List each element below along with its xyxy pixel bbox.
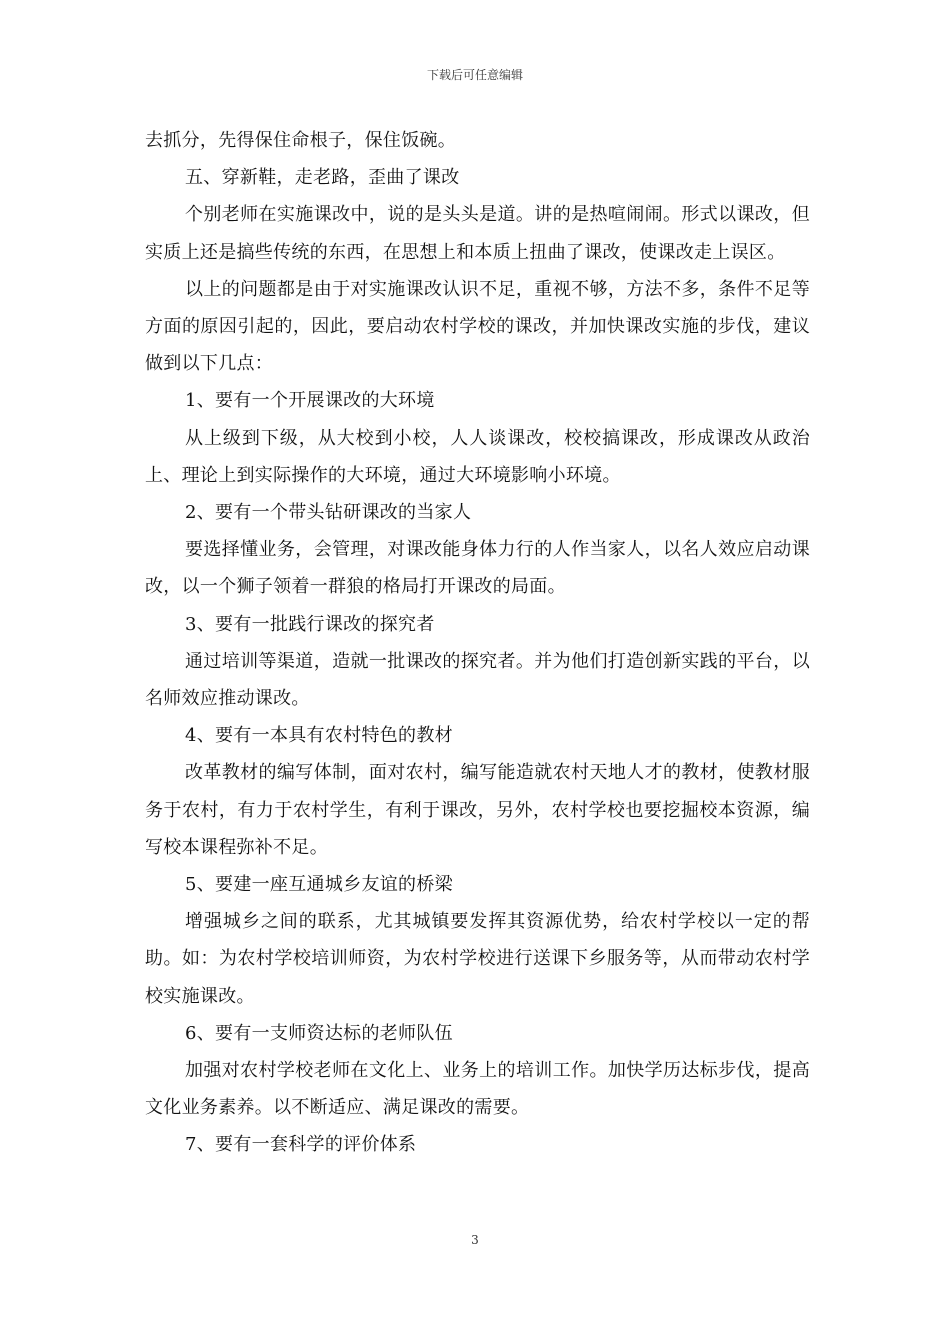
list-item-heading: 7、要有一套科学的评价体系	[185, 1134, 417, 1156]
list-item-heading: 2、要有一个带头钻研课改的当家人	[185, 502, 472, 524]
list-item-heading: 1、要有一个开展课改的大环境	[185, 390, 435, 412]
paragraph: 增强城乡之间的联系，尤其城镇要发挥其资源优势，给农村学校以一定的帮助。如：为农村学校培训师资，为农村学校进行送课下乡服务等，从而带动农村学校实施课改。	[145, 911, 810, 1007]
paragraph: 以上的问题都是由于对实施课改认识不足，重视不够，方法不多，条件不足等方面的原因引起的，因此，要启动农村学校的课改，并加快课改实施的步伐，建议做到以下几点：	[145, 278, 810, 375]
list-item-heading: 6、要有一支师资达标的老师队伍	[185, 1022, 453, 1044]
list-item-heading: 3、要有一批践行课改的探究者	[185, 613, 435, 635]
paragraph: 改革教材的编写体制，面对农村，编写能造就农村天地人才的教材，使教材服务于农村，有力于农村学生，有利于课改，另外，农村学校也要挖掘校本资源，编写校本课程弥补不足。	[145, 762, 810, 858]
paragraph: 从上级到下级，从大校到小校，人人谈课改，校校搞课改，形成课改从政治上、理论上到实际操作的大环境，通过大环境影响小环境。	[145, 427, 810, 486]
page-number: 3	[471, 1233, 479, 1247]
document-body	[145, 122, 810, 1164]
paragraph: 去抓分，先得保住命根子，保住饭碗。	[145, 130, 457, 151]
section-heading: 五、穿新鞋，走老路，歪曲了课改	[185, 167, 460, 189]
paragraph: 加强对农村学校老师在文化上、业务上的培训工作。加快学历达标步伐，提高文化业务素养。以不断适应、满足课改的需要。	[145, 1060, 810, 1119]
paragraph: 要选择懂业务，会管理，对课改能身体力行的人作当家人，以名人效应启动课改，以一个狮子领着一群狼的格局打开课改的局面。	[145, 539, 810, 598]
page-header: 下载后可任意编辑	[426, 68, 523, 82]
list-item-heading: 5、要建一座互通城乡友谊的桥梁	[185, 874, 453, 896]
paragraph: 通过培训等渠道，造就一批课改的探究者。并为他们打造创新实践的平台，以名师效应推动课改。	[145, 650, 810, 710]
paragraph: 个别老师在实施课改中，说的是头头是道。讲的是热喧闹闹。形式以课改，但实质上还是搞些传统的东西，在思想上和本质上扭曲了课改，使课改走上误区。	[145, 204, 810, 263]
list-item-heading: 4、要有一本具有农村特色的教材	[185, 725, 453, 747]
